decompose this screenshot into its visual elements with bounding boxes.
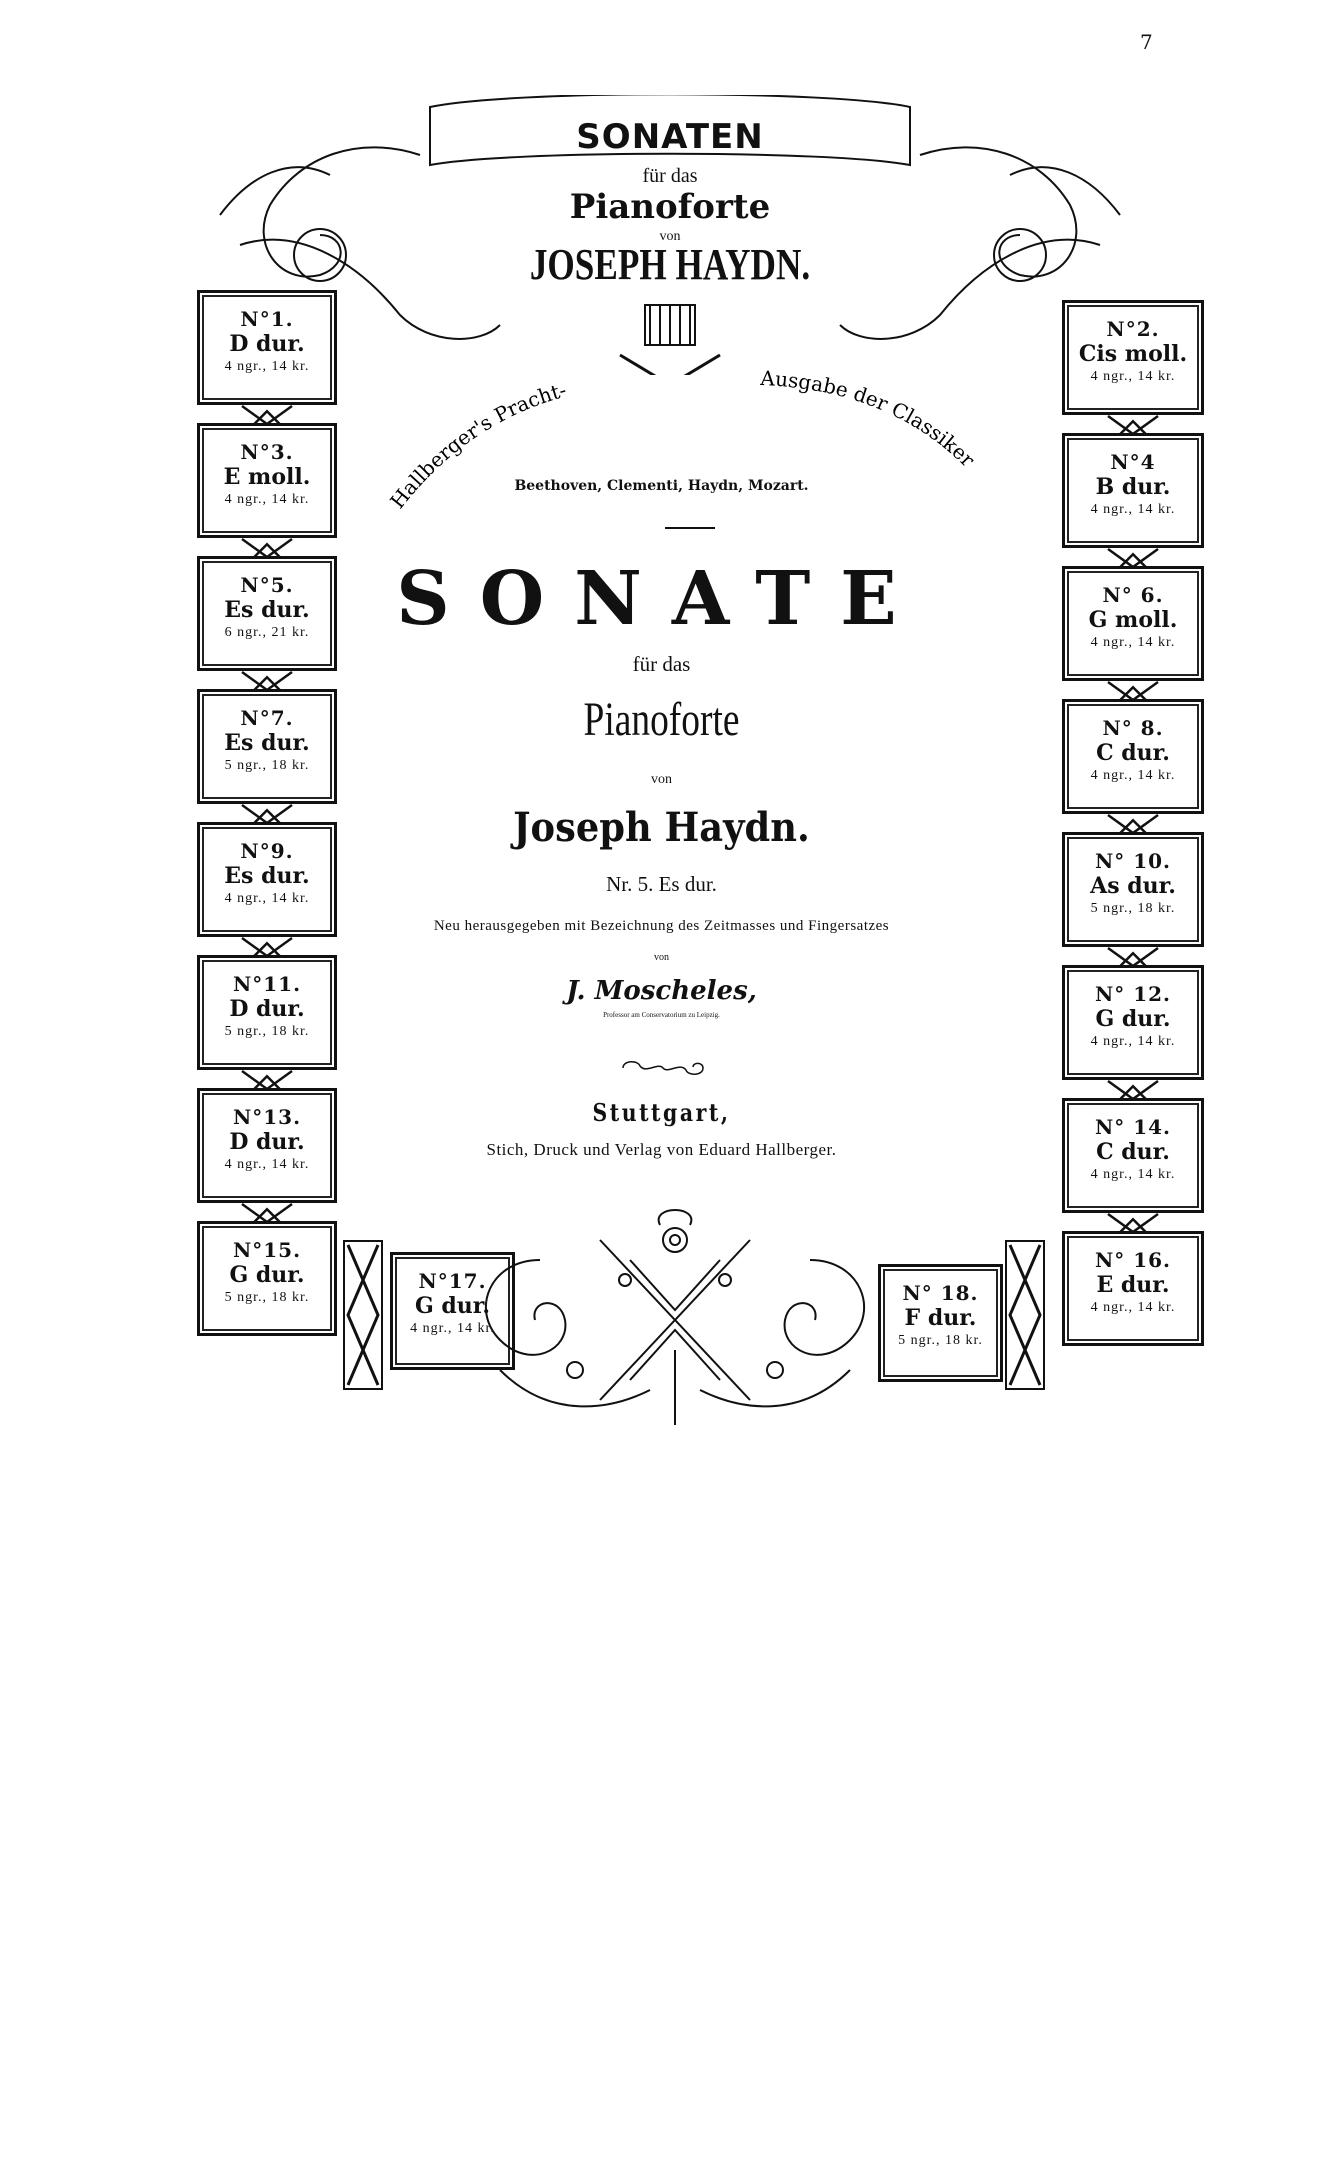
sonata-key: Es dur.	[224, 730, 310, 756]
sonata-number-key: Nr. 5. Es dur.	[606, 872, 717, 896]
sonata-price: 5 ngr., 18 kr.	[1090, 901, 1176, 916]
title-cartouche	[420, 105, 920, 365]
composer-name: Joseph Haydn.	[513, 804, 810, 851]
series-composers: Beethoven, Clementi, Haydn, Mozart.	[514, 478, 809, 494]
sonata-key: C dur.	[1096, 740, 1170, 766]
sonata-box	[1062, 1098, 1204, 1213]
sonata-price: 4 ngr., 14 kr.	[1090, 502, 1176, 517]
sonata-box	[197, 955, 337, 1070]
von: von	[651, 772, 672, 787]
sonata-number: N° 14.	[1094, 1115, 1172, 1139]
sonata-box	[197, 1221, 337, 1336]
page-number: 7	[1140, 30, 1153, 54]
sonata-price: 4 ngr., 14 kr.	[224, 359, 310, 374]
sonata-box	[1062, 433, 1204, 548]
sonata-key: D dur.	[229, 996, 305, 1022]
sonata-price: 4 ngr., 14 kr.	[224, 891, 310, 906]
cartouche-instrument: Pianoforte	[569, 187, 771, 227]
cartouche-fur-das: für das	[642, 165, 698, 187]
sonata-number: N° 10.	[1094, 849, 1172, 873]
sonata-price: 4 ngr., 14 kr.	[1090, 1167, 1176, 1182]
publisher-line: Stich, Druck und Verlag von Eduard Hallberger.	[486, 1140, 837, 1159]
instrument: Pianoforte	[583, 693, 740, 746]
sonata-price: 4 ngr., 14 kr.	[410, 1321, 495, 1336]
lattice-panel-right	[1005, 1240, 1045, 1390]
sonata-key: C dur.	[1096, 1139, 1170, 1165]
sonata-box	[1062, 965, 1204, 1080]
edition-note: Neu herausgegeben mit Bezeichnung des Zeitmasses und Fingersatzes	[433, 918, 890, 934]
sonata-price: 4 ngr., 14 kr.	[224, 1157, 310, 1172]
sonata-box	[197, 1088, 337, 1203]
editor-von: von	[654, 952, 669, 963]
sonata-number: N°11.	[232, 972, 302, 996]
sonata-number: N° 12.	[1094, 982, 1172, 1006]
sonata-key: F dur.	[904, 1305, 977, 1331]
sonata-price: 4 ngr., 14 kr.	[224, 492, 310, 507]
sonata-number: N°1.	[240, 307, 294, 331]
sonata-price: 4 ngr., 14 kr.	[1090, 1034, 1176, 1049]
sonata-box	[1062, 566, 1204, 681]
sonata-key: Es dur.	[224, 597, 310, 623]
bottom-scrollwork-ornament	[350, 1200, 1000, 1430]
sonata-key: G moll.	[1088, 607, 1178, 633]
sonata-box	[1062, 300, 1204, 415]
publisher-city: Stuttgart,	[592, 1098, 731, 1127]
sonata-key: B dur.	[1095, 474, 1171, 500]
sonata-price: 5 ngr., 18 kr.	[224, 1290, 310, 1305]
sonata-number: N°9.	[240, 839, 294, 863]
sonata-key: G dur.	[414, 1293, 491, 1319]
sonata-box	[1062, 1231, 1204, 1346]
sonata-price: 4 ngr., 14 kr.	[1090, 768, 1176, 783]
sonata-number: N° 18.	[902, 1281, 979, 1305]
series-arc-heading	[360, 360, 1040, 530]
arc-right-text: Ausgabe der Classiker	[759, 365, 980, 472]
sonata-number: N°2.	[1106, 317, 1160, 341]
sonata-number: N°17.	[418, 1269, 487, 1293]
arc-left-text: Hallberger's Pracht-	[385, 377, 569, 514]
fur-das: für das	[632, 652, 691, 676]
main-title: SONATE	[396, 556, 927, 642]
sonata-box	[197, 556, 337, 671]
sonata-number: N°4	[1110, 450, 1156, 474]
sonata-price: 5 ngr., 18 kr.	[224, 1024, 310, 1039]
sonata-price: 6 ngr., 21 kr.	[224, 625, 310, 640]
sonata-key: Cis moll.	[1078, 341, 1188, 367]
sonata-box	[197, 822, 337, 937]
sonata-box	[197, 290, 337, 405]
sonata-price: 4 ngr., 14 kr.	[1090, 635, 1176, 650]
sonata-box	[197, 689, 337, 804]
sonata-number: N°3.	[240, 440, 294, 464]
sonata-number: N°7.	[240, 706, 294, 730]
sonata-price: 5 ngr., 18 kr.	[898, 1333, 983, 1348]
sonata-box	[197, 423, 337, 538]
editor-title: Professor am Conservatorium zu Leipzig.	[603, 1011, 720, 1019]
cartouche-von: von	[659, 229, 681, 244]
lattice-panel-left	[343, 1240, 383, 1390]
sonata-box	[1062, 832, 1204, 947]
sonata-number: N°13.	[232, 1105, 302, 1129]
sonata-key: D dur.	[229, 331, 305, 357]
sonata-number: N°15.	[232, 1238, 302, 1262]
sonata-key: E dur.	[1096, 1272, 1170, 1298]
cartouche-composer: JOSEPH HAYDN.	[529, 240, 811, 289]
sonata-box	[1062, 699, 1204, 814]
sonata-number: N° 6.	[1102, 583, 1164, 607]
sonata-price: 4 ngr., 14 kr.	[1090, 369, 1176, 384]
divider-rule	[665, 527, 715, 529]
sonata-number: N° 16.	[1094, 1248, 1172, 1272]
sonata-key: G dur.	[1095, 1006, 1171, 1032]
sonata-key: E moll.	[223, 464, 311, 490]
cartouche-title: SONATEN	[576, 117, 764, 157]
sonata-number: N° 8.	[1102, 716, 1164, 740]
sonata-key: Es dur.	[224, 863, 310, 889]
sonata-price: 4 ngr., 14 kr.	[1090, 1300, 1176, 1315]
sonata-price: 5 ngr., 18 kr.	[224, 758, 310, 773]
sonata-key: G dur.	[229, 1262, 305, 1288]
editor-name: J. Moscheles,	[566, 976, 757, 1006]
sonata-key: As dur.	[1090, 873, 1176, 899]
sonata-number: N°5.	[240, 573, 294, 597]
sonata-key: D dur.	[229, 1129, 305, 1155]
flourish-ornament	[618, 1058, 708, 1078]
